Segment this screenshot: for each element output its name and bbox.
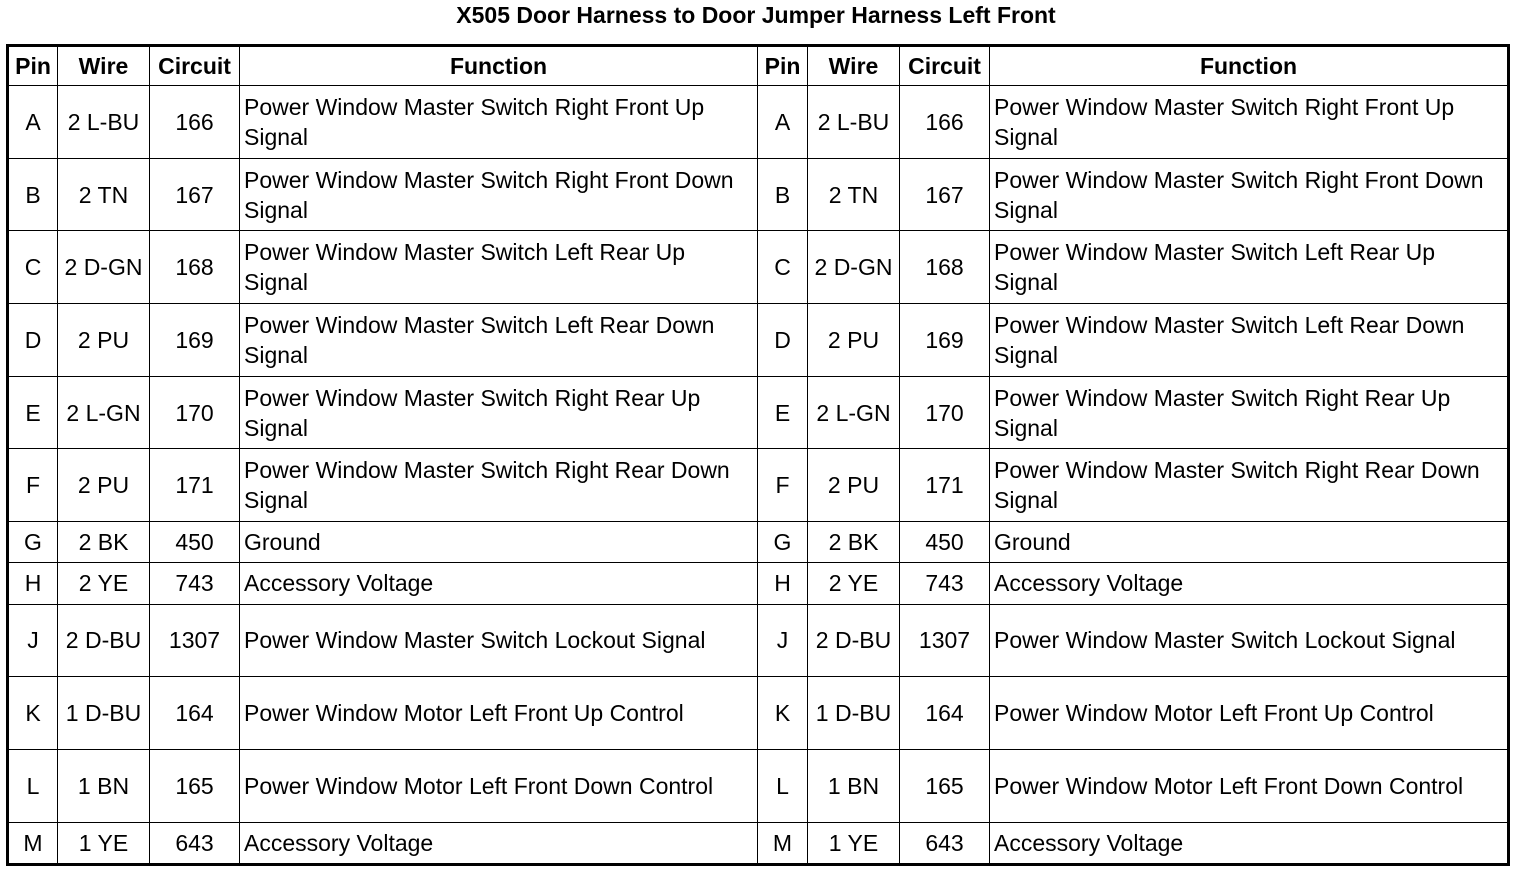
table-row <box>8 304 1509 377</box>
wire-cell: 2 PU <box>58 449 150 522</box>
pin-cell-right: G <box>758 522 808 563</box>
function-cell: Power Window Master Switch Lockout Signal <box>240 604 758 677</box>
header-circuit-right: Circuit <box>900 46 990 86</box>
circuit-cell-right: 450 <box>900 522 990 563</box>
circuit-cell: 171 <box>150 449 240 522</box>
wire-cell: 2 PU <box>58 304 150 377</box>
circuit-cell: 1307 <box>150 604 240 677</box>
pin-cell-right: F <box>758 449 808 522</box>
circuit-cell-right: 165 <box>900 749 990 822</box>
header-pin-right: Pin <box>758 46 808 86</box>
header-wire-right: Wire <box>808 46 900 86</box>
function-cell-right: Power Window Master Switch Left Rear Up Signal <box>990 231 1509 304</box>
function-cell-right: Power Window Master Switch Right Rear Up Signal <box>990 376 1509 449</box>
pin-cell: F <box>8 449 58 522</box>
header-wire: Wire <box>58 46 150 86</box>
wire-cell-right: 2 PU <box>808 304 900 377</box>
wire-cell: 2 L-GN <box>58 376 150 449</box>
pin-cell: A <box>8 86 58 159</box>
function-cell-right: Power Window Motor Left Front Up Control <box>990 677 1509 750</box>
pin-cell: J <box>8 604 58 677</box>
pin-cell: L <box>8 749 58 822</box>
pin-cell-right: L <box>758 749 808 822</box>
function-cell: Accessory Voltage <box>240 563 758 604</box>
function-cell-right: Power Window Master Switch Left Rear Down Signal <box>990 304 1509 377</box>
pin-cell-right: A <box>758 86 808 159</box>
document-title: X505 Door Harness to Door Jumper Harness Left Front <box>456 2 1056 28</box>
wire-cell-right: 2 L-GN <box>808 376 900 449</box>
pin-cell-right: D <box>758 304 808 377</box>
table-row <box>8 522 1509 563</box>
table-row <box>8 158 1509 231</box>
wire-cell-right: 2 L-BU <box>808 86 900 159</box>
circuit-cell: 450 <box>150 522 240 563</box>
circuit-cell-right: 168 <box>900 231 990 304</box>
circuit-cell: 643 <box>150 822 240 864</box>
table-row <box>8 822 1509 864</box>
circuit-cell: 169 <box>150 304 240 377</box>
circuit-cell: 170 <box>150 376 240 449</box>
wire-cell: 1 YE <box>58 822 150 864</box>
function-cell: Power Window Master Switch Right Rear Up Signal <box>240 376 758 449</box>
table-row <box>8 376 1509 449</box>
wire-cell: 2 L-BU <box>58 86 150 159</box>
circuit-cell: 165 <box>150 749 240 822</box>
circuit-cell: 168 <box>150 231 240 304</box>
circuit-cell-right: 1307 <box>900 604 990 677</box>
function-cell-right: Power Window Master Switch Right Rear Down Signal <box>990 449 1509 522</box>
wire-cell-right: 1 BN <box>808 749 900 822</box>
wire-cell: 2 YE <box>58 563 150 604</box>
circuit-cell-right: 167 <box>900 158 990 231</box>
pin-cell: K <box>8 677 58 750</box>
function-cell: Power Window Master Switch Right Front Up Signal <box>240 86 758 159</box>
pin-cell: G <box>8 522 58 563</box>
connector-pinout-table <box>6 44 1510 866</box>
pin-cell: D <box>8 304 58 377</box>
function-cell-right: Power Window Master Switch Right Front Up Signal <box>990 86 1509 159</box>
pin-cell-right: K <box>758 677 808 750</box>
wire-cell: 2 BK <box>58 522 150 563</box>
wire-cell-right: 1 YE <box>808 822 900 864</box>
circuit-cell: 164 <box>150 677 240 750</box>
wire-cell: 2 TN <box>58 158 150 231</box>
function-cell: Power Window Master Switch Left Rear Up Signal <box>240 231 758 304</box>
table-row <box>8 449 1509 522</box>
circuit-cell: 166 <box>150 86 240 159</box>
wire-cell-right: 1 D-BU <box>808 677 900 750</box>
wire-cell-right: 2 BK <box>808 522 900 563</box>
pin-cell: C <box>8 231 58 304</box>
pin-cell-right: E <box>758 376 808 449</box>
function-cell: Power Window Motor Left Front Up Control <box>240 677 758 750</box>
table-row <box>8 677 1509 750</box>
pin-cell: H <box>8 563 58 604</box>
function-cell-right: Power Window Master Switch Right Front Down Signal <box>990 158 1509 231</box>
wire-cell-right: 2 D-BU <box>808 604 900 677</box>
wire-cell: 2 D-GN <box>58 231 150 304</box>
wire-cell-right: 2 PU <box>808 449 900 522</box>
circuit-cell-right: 164 <box>900 677 990 750</box>
function-cell-right: Power Window Motor Left Front Down Control <box>990 749 1509 822</box>
table-row <box>8 86 1509 159</box>
header-function-right: Function <box>990 46 1509 86</box>
function-cell-right: Accessory Voltage <box>990 563 1509 604</box>
wire-cell: 2 D-BU <box>58 604 150 677</box>
circuit-cell-right: 170 <box>900 376 990 449</box>
pin-cell: B <box>8 158 58 231</box>
pin-cell-right: B <box>758 158 808 231</box>
wire-cell-right: 2 D-GN <box>808 231 900 304</box>
function-cell: Power Window Motor Left Front Down Control <box>240 749 758 822</box>
table-row <box>8 749 1509 822</box>
table-row <box>8 563 1509 604</box>
circuit-cell: 167 <box>150 158 240 231</box>
circuit-cell-right: 166 <box>900 86 990 159</box>
pin-cell: M <box>8 822 58 864</box>
function-cell-right: Power Window Master Switch Lockout Signal <box>990 604 1509 677</box>
function-cell-right: Ground <box>990 522 1509 563</box>
pin-cell-right: M <box>758 822 808 864</box>
function-cell: Power Window Master Switch Left Rear Down Signal <box>240 304 758 377</box>
table-row <box>8 604 1509 677</box>
function-cell: Accessory Voltage <box>240 822 758 864</box>
wire-cell-right: 2 YE <box>808 563 900 604</box>
wire-cell: 1 D-BU <box>58 677 150 750</box>
function-cell: Power Window Master Switch Right Rear Down Signal <box>240 449 758 522</box>
function-cell: Ground <box>240 522 758 563</box>
circuit-cell-right: 171 <box>900 449 990 522</box>
pin-rows <box>8 86 1509 865</box>
pin-cell: E <box>8 376 58 449</box>
function-cell: Power Window Master Switch Right Front Down Signal <box>240 158 758 231</box>
table-row <box>8 231 1509 304</box>
circuit-cell-right: 169 <box>900 304 990 377</box>
header-pin: Pin <box>8 46 58 86</box>
circuit-cell-right: 743 <box>900 563 990 604</box>
pin-cell-right: C <box>758 231 808 304</box>
wire-cell-right: 2 TN <box>808 158 900 231</box>
function-cell-right: Accessory Voltage <box>990 822 1509 864</box>
pin-cell-right: J <box>758 604 808 677</box>
header-function: Function <box>240 46 758 86</box>
header-circuit: Circuit <box>150 46 240 86</box>
wire-cell: 1 BN <box>58 749 150 822</box>
circuit-cell-right: 643 <box>900 822 990 864</box>
header-row <box>8 46 1509 86</box>
pin-cell-right: H <box>758 563 808 604</box>
circuit-cell: 743 <box>150 563 240 604</box>
